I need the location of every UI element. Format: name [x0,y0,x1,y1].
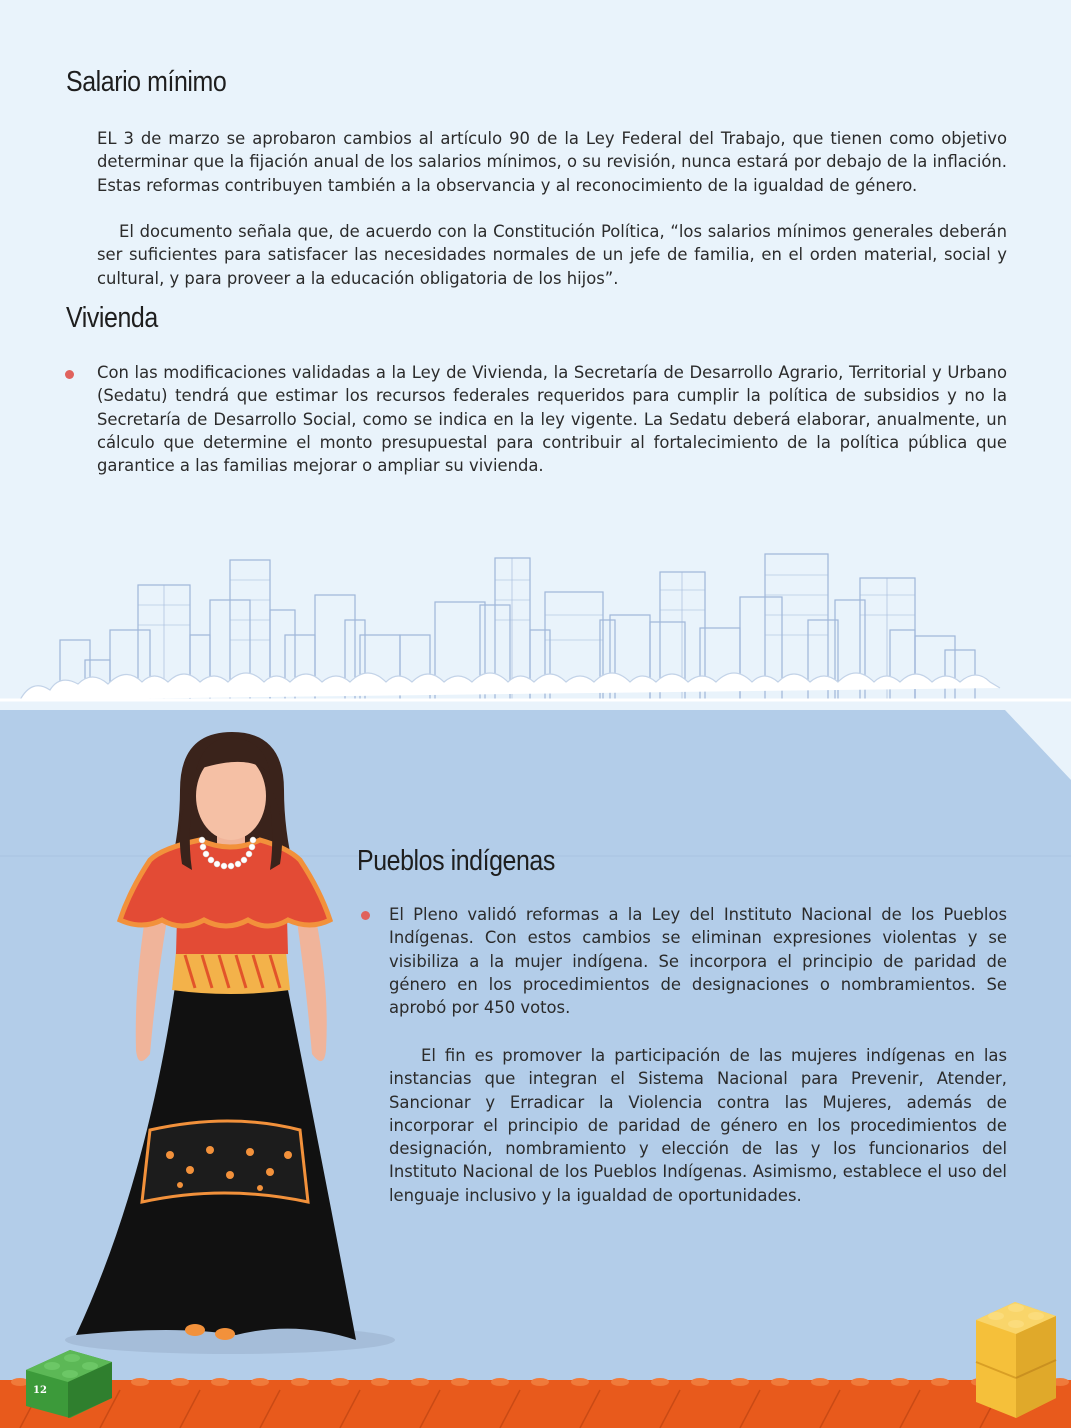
city-skyline-illustration [0,540,1071,710]
pueblos-paragraph-2: El fin es promover la participación de las mujeres indígenas en las instancias que integran el Sistema Nacional para Prevenir, Atender, Sancionar y Erradicar la Violencia contra las Mujeres, además de incorporar el principio de paridad de género en los procedimientos de designación, nombramiento y elección de las y los funcionarios del Instituto Nacional de los Pueblos Indígenas. Asimismo, establece el uso del lenguaje inclusivo y la igualdad de oportunidades. [389,1046,1007,1205]
salario-paragraph-2: El documento señala que, de acuerdo con la Constitución Política, “los salarios mínimos generales deberán ser suficientes para satisfacer las necesidades normales de un jefe de familia, en el orden material, social y cultural, y para proveer a la educación obligatoria de los hijos”. [97,222,1007,288]
salario-paragraph-1: EL 3 de marzo se aprobaron cambios al artículo 90 de la Ley Federal del Trabajo, que tienen como objetivo determinar que la fijación anual de los salarios mínimos, o su revisión, nunca estará por debajo de la inflación. Estas reformas contribuyen también a la observancia y al reconocimiento de la igualdad de género. [97,129,1007,195]
indigenous-woman-illustration [60,730,400,1360]
yellow-lego-brick [976,1302,1056,1418]
page-number: 12 [33,1385,47,1396]
pueblos-paragraph-1: El Pleno validó reformas a la Ley del Instituto Nacional de los Pueblos Indígenas. Con estos cambios se eliminan expresiones violentas y se visibiliza a la mujer indígena. Se incorpora el principio de paridad de género en los procedimientos de designaciones o nombramientos. Se aprobó por 450 votos. [389,905,1007,1018]
orange-brick-floor [0,1378,1071,1428]
lego-bricks-illustration [0,1290,1071,1428]
vivienda-paragraph-1: Con las modificaciones validadas a la Ley de Vivienda, la Secretaría de Desarrollo Agrario, Territorial y Urbano (Sedatu) tendrá que estimar los recursos federales requeridos para cumplir la política de subsidios y no la Secretaría de Desarrollo Social, como se indica en la ley vigente. La Sedatu deberá elaborar, anualmente, un cálculo que determine el monto presupuestal para contribuir al fortalecimiento de la política pública que garantice a las familias mejorar o ampliar su vivienda. [97,363,1007,476]
section-title-pueblos: Pueblos indígenas [357,845,555,877]
bullet-icon [65,370,74,379]
bullet-icon [361,911,370,920]
section-title-vivienda: Vivienda [66,302,158,334]
section-title-salario: Salario mínimo [66,66,227,98]
